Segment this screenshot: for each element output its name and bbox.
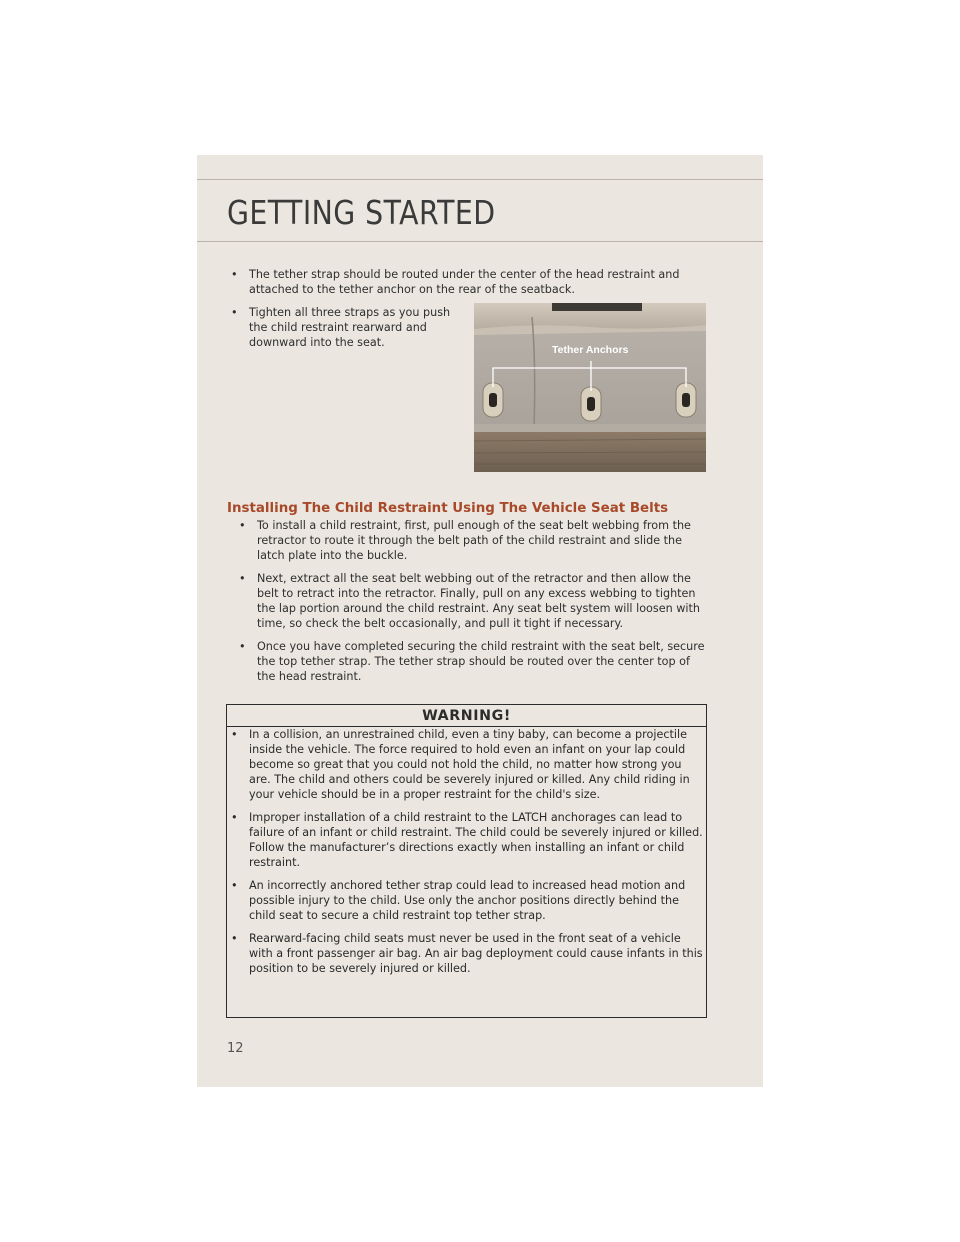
warning-bullet: • Rearward-facing child seats must never be used in the front seat of a vehicle with a front passenger air bag. An air bag deployment could cause infants in this position to be severely injured or killed. xyxy=(227,931,706,976)
seatbelt-bullet: • Once you have completed securing the child restraint with the seat belt, secure the top tether strap. The tether strap should be routed over the center top of the head restraint. xyxy=(235,639,707,684)
tether-anchors-image xyxy=(474,303,706,472)
intro-bullet: • Tighten all three straps as you push the child restraint rearward and downward into the seat. xyxy=(227,305,459,350)
warning-bullet: • In a collision, an unrestrained child, even a tiny baby, can become a projectile inside the vehicle. The force required to hold even an infant on your lap could become so great that you could not hold the child, no matter how strong you are. The child and others could be severely injured or killed. Any child riding in your vehicle should be in a proper restraint for the child's size. xyxy=(227,727,706,802)
warning-bullet: • An incorrectly anchored tether strap could lead to increased head motion and possible injury to the child. Use only the anchor positions directly behind the child seat to secure a child restraint top tether strap. xyxy=(227,878,706,923)
header-rule-bottom xyxy=(197,241,763,242)
warning-title: WARNING! xyxy=(227,705,706,727)
page-number: 12 xyxy=(227,1041,244,1056)
seatbelt-section-heading: Installing The Child Restraint Using The Vehicle Seat Belts xyxy=(227,501,669,516)
manual-page xyxy=(197,155,763,1087)
photo-label: Tether Anchors xyxy=(552,344,629,356)
tether-anchors-photo xyxy=(474,303,706,472)
seatbelt-bullet-list xyxy=(235,518,707,684)
section-title: GETTING STARTED xyxy=(227,193,496,232)
header-rule-top xyxy=(197,179,763,180)
seatbelt-section-content xyxy=(235,518,707,692)
intro-bullet: • The tether strap should be routed under the center of the head restraint and attached to the tether anchor on the rear of the seatback. xyxy=(227,267,729,297)
seatbelt-bullet: • Next, extract all the seat belt webbing out of the retractor and then allow the belt to retract into the retractor. Finally, pull on any excess webbing to tighten the lap portion around the child restraint. Any seat belt system will loosen with time, so check the belt occasionally, and pull it tight if necessary. xyxy=(235,571,707,631)
warning-bullet-list xyxy=(227,727,706,976)
warning-box xyxy=(226,704,707,1018)
warning-bullet: • Improper installation of a child restraint to the LATCH anchorages can lead to failure of an infant or child restraint. The child could be severely injured or killed. Follow the manufacturer’s directions exactly when installing an infant or child restraint. xyxy=(227,810,706,870)
seatbelt-bullet: • To install a child restraint, first, pull enough of the seat belt webbing from the retractor to route it through the belt path of the child restraint and slide the latch plate into the buckle. xyxy=(235,518,707,563)
